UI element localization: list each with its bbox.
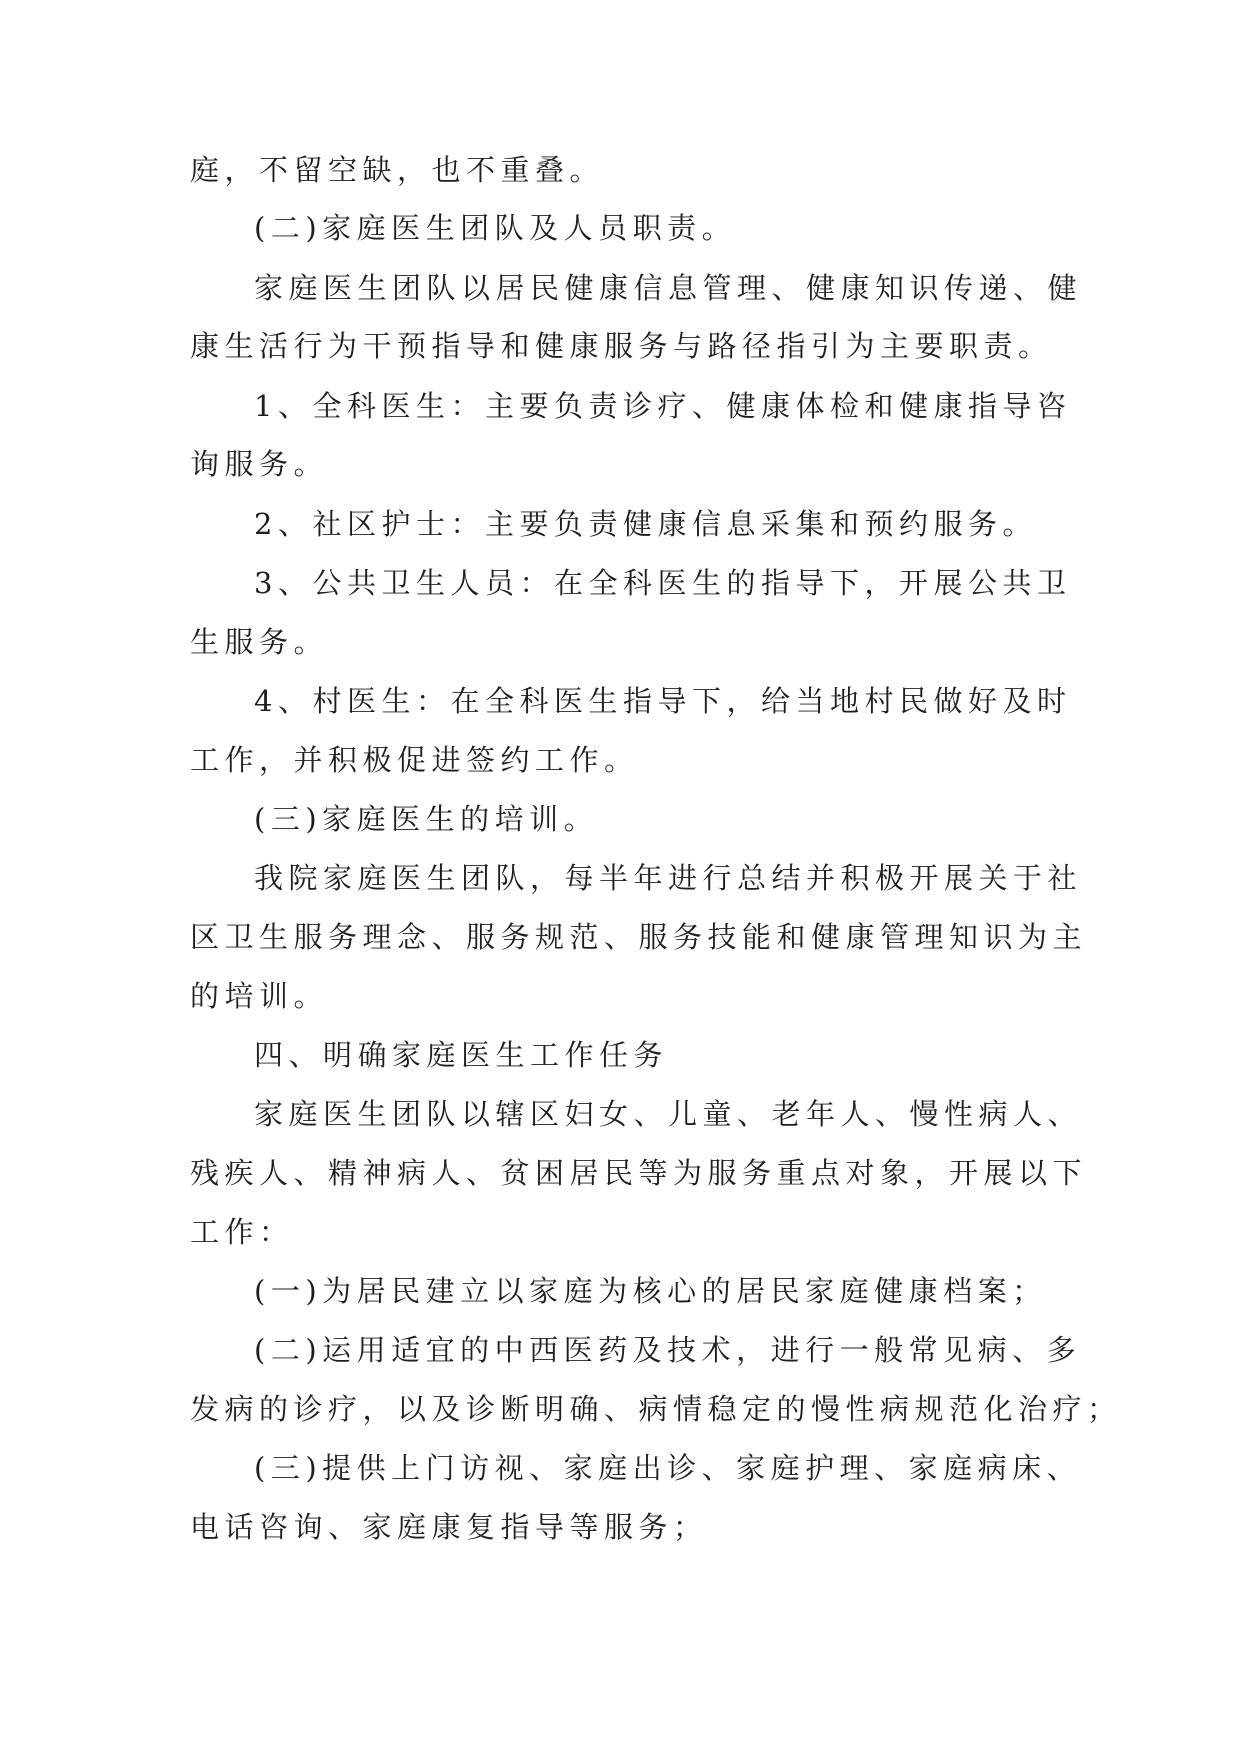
list-item: (三)提供上门访视、家庭出诊、家庭护理、家庭病床、 (254, 1451, 1082, 1485)
text-line: 工作，并积极促进签约工作。 (190, 743, 639, 777)
list-item: 4、村医生：在全科医生指导下，给当地村民做好及时 (254, 684, 1072, 718)
text-line: 我院家庭医生团队，每半年进行总结并积极开展关于社 (254, 861, 1083, 895)
text-line: 的培训。 (190, 979, 329, 1013)
text-line: 残疾人、精神病人、贫困居民等为服务重点对象，开展以下 (190, 1156, 1088, 1190)
text-line: 家庭医生团队以辖区妇女、儿童、老年人、慢性病人、 (254, 1097, 1083, 1131)
list-item: 1、全科医生：主要负责诊疗、健康体检和健康指导咨 (254, 389, 1072, 423)
section-heading: (三)家庭医生的培训。 (254, 802, 599, 836)
text-line: 工作： (190, 1215, 294, 1249)
list-item: (一)为居民建立以家庭为核心的居民家庭健康档案； (254, 1274, 1047, 1308)
text-line: 区卫生服务理念、服务规范、服务技能和健康管理知识为主 (190, 920, 1088, 954)
list-item: 2、社区护士：主要负责健康信息采集和预约服务。 (254, 507, 1037, 541)
section-heading: 四、明确家庭医生工作任务 (254, 1038, 669, 1072)
text-line: 庭，不留空缺，也不重叠。 (190, 153, 605, 187)
list-item: 3、公共卫生人员：在全科医生的指导下，开展公共卫 (254, 566, 1072, 600)
text-line: 家庭医生团队以居民健康信息管理、健康知识传递、健 (254, 271, 1083, 305)
text-line: 生服务。 (190, 625, 329, 659)
list-item: (二)运用适宜的中西医药及技术，进行一般常见病、多 (254, 1333, 1082, 1367)
text-line: 电话咨询、家庭康复指导等服务； (190, 1510, 708, 1544)
text-line: 发病的诊疗，以及诊断明确、病情稳定的慢性病规范化治疗； (190, 1392, 1122, 1426)
text-line: 康生活行为干预指导和健康服务与路径指引为主要职责。 (190, 329, 1053, 363)
text-line: 询服务。 (190, 447, 329, 481)
section-heading: (二)家庭医生团队及人员职责。 (254, 211, 737, 245)
